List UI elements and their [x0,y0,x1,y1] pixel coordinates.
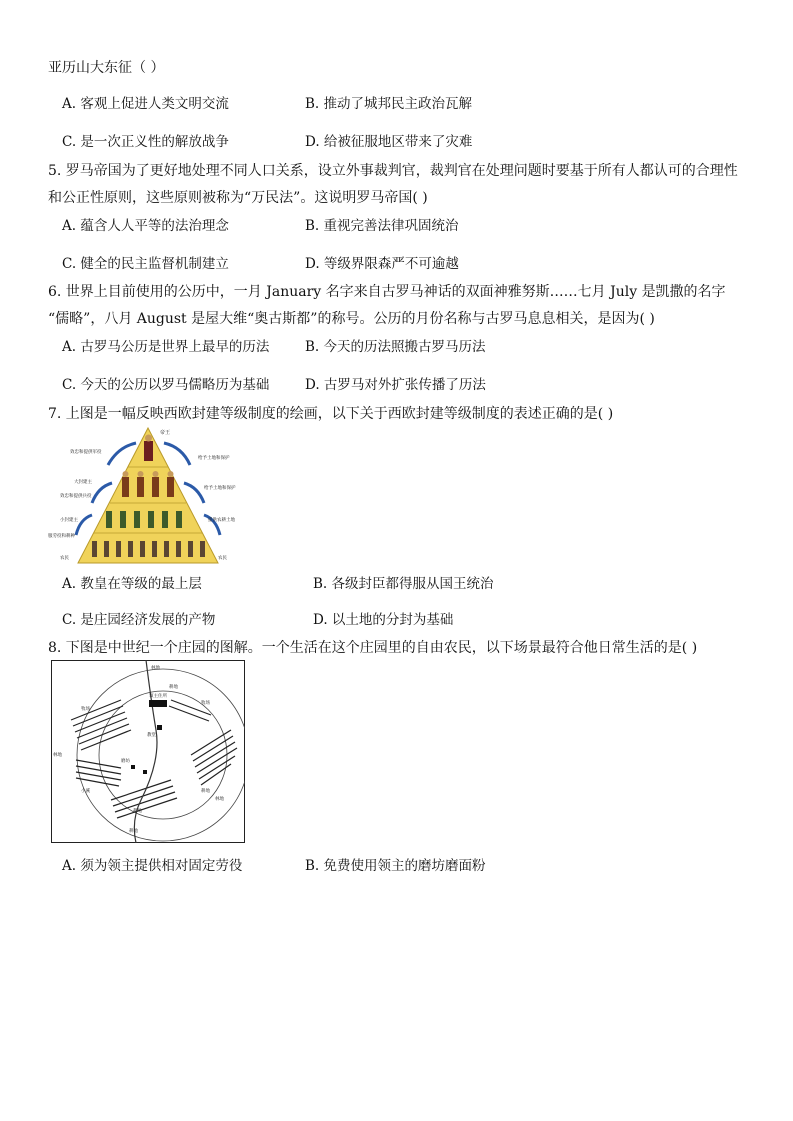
map-label-field-bottom: 耕地 [133,809,142,814]
map-label-field-lower: 耕地 [129,829,138,834]
q8-option-b[interactable]: B. 免费使用领主的磨坊磨面粉 [305,858,486,874]
q4-option-a[interactable]: A. 客观上促进人类文明交流 [62,96,229,112]
pyramid-right-4: 给予土地和保护 [204,486,236,491]
pyramid-left-2: 大封建主 [74,480,92,485]
map-label-mill: 磨坊 [121,759,130,764]
q6-stem-line2: “儒略”，八月 August 是屋大维“奥古斯都”的称号。公历的月份名称与古罗马息息相关，是因为( ) [48,311,655,327]
q6-option-d[interactable]: D. 古罗马对外扩张传播了历法 [305,377,486,393]
q4-option-d[interactable]: D. 给被征服地区带来了灾难 [305,134,473,150]
pyramid-left-1: 效忠和提供军役 [70,450,102,455]
q5-option-a[interactable]: A. 蕴含人人平等的法治理念 [62,218,229,234]
q7-option-a[interactable]: A. 教皇在等级的最上层 [62,576,202,592]
pyramid-label-top: 帝王 [160,430,171,436]
q5-stem-line1: 5. 罗马帝国为了更好地处理不同人口关系，设立外事裁判官，裁判官在处理问题时要基于所有人都认可的合理性 [48,163,738,179]
pyramid-left-3: 效忠和提供兵役 [60,494,92,499]
map-label-woodland-top: 林地 [151,666,160,671]
map-label-woodland-left: 林地 [53,753,62,758]
map-label-church: 教堂 [147,733,156,738]
q7-stem: 7. 上图是一幅反映西欧封建等级制度的绘画，以下关于西欧封建等级制度的表述正确的是( ) [48,406,614,422]
q6-stem-line1: 6. 世界上目前使用的公历中，一月 January 名字来自古罗马神话的双面神雅努斯……七月 July 是凯撒的名字 [48,284,726,300]
feudal-pyramid-figure [48,425,244,565]
map-label-pasture-left: 牧场 [81,707,90,712]
map-label-pasture-right: 牧场 [201,701,210,706]
pyramid-right-7: 农民 [218,556,227,561]
q7-option-b[interactable]: B. 各级封臣都得服从国王统治 [313,576,494,592]
map-label-field-top: 耕地 [169,685,178,690]
q5-stem-line2: 和公正性原则，这些原则被称为“万民法”。这说明罗马帝国( ) [48,190,428,206]
q4-stem-tail: 亚历山大东征（ ） [48,60,165,76]
q6-option-c[interactable]: C. 今天的公历以罗马儒略历为基础 [62,377,270,393]
q8-stem: 8. 下图是中世纪一个庄园的图解。一个生活在这个庄园里的自由农民，以下场景最符合他日常生活的是( ) [48,640,698,656]
pyramid-right-2: 给予土地和保护 [198,456,230,461]
q4-option-b[interactable]: B. 推动了城邦民主政治瓦解 [305,96,473,112]
q8-option-a[interactable]: A. 须为领主提供相对固定劳役 [62,858,243,874]
map-label-stream: 小溪 [81,789,90,794]
q5-option-c[interactable]: C. 健全的民主监督机制建立 [62,256,229,272]
q6-option-b[interactable]: B. 今天的历法照搬古罗马历法 [305,339,486,355]
q7-option-c[interactable]: C. 是庄园经济发展的产物 [62,612,216,628]
q4-option-c[interactable]: C. 是一次正义性的解放战争 [62,134,229,150]
manor-map-figure [51,660,245,843]
pyramid-left-6: 农民 [60,556,69,561]
q5-option-d[interactable]: D. 等级界限森严不可逾越 [305,256,459,272]
pyramid-right-6: 提供农耕土地 [208,518,235,523]
pyramid-left-4: 小封建主 [60,518,78,523]
q7-option-d[interactable]: D. 以土地的分封为基础 [313,612,454,628]
q5-option-b[interactable]: B. 重视完善法律巩固统治 [305,218,459,234]
q6-option-a[interactable]: A. 古罗马公历是世界上最早的历法 [62,339,270,355]
map-label-manor-house: 领主住所 [149,694,167,699]
map-label-woodland-right: 林地 [215,797,224,802]
map-label-field-right: 耕地 [201,789,210,794]
pyramid-left-5: 服劳役和耕种 [48,534,75,539]
